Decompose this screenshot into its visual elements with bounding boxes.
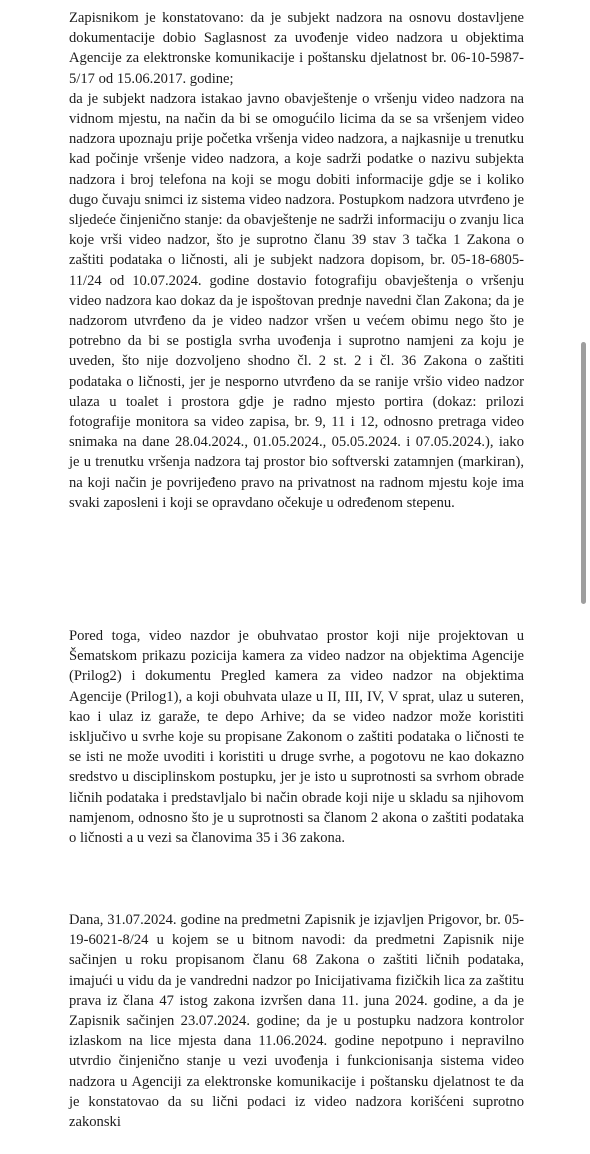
paragraph-video-coverage: Pored toga, video nazdor je obuhvatao prostor koji nije projektovan u Šematskom prikazu pozicija kamera za video nadzor na objektima Agencije (Prilog2) i dokumentu Pregled kamera za video nadzor na objektima Agencije (Prilog1), a koji obuhvata ulaze u II, III, IV, V sprat, ulaz u suteren, kao i ulaz iz garaže, te depo Arhive; da se video nadzor može koristiti isključivo u svrhe koje su propisane Zakonom o zaštiti podataka o ličnosti te se isti ne može uvoditi i koristiti u druge svrhe, a pogotovu ne kao dokazno sredstvo u disciplinskom postupku, jer je isto u suprotnosti sa svrhom obrade ličnih podataka i predstavljalo bi način obrade koji nije u skladu sa njihovom namjenom, odnosno što je u suprotnosti sa članom 2 akona o zaštiti podataka o ličnosti a u vezi sa članovima 35 i 36 zakona. [69, 628, 524, 847]
paragraph-objection: Dana, 31.07.2024. godine na predmetni Zapisnik je izjavljen Prigovor, br. 05-19-6021-8/24 u kojem se u bitnom navodi: da predmetni Zapisnik nije sačinjen u roku propisanom članu 68 Zakona o zaštiti ličnih podataka, imajući u vidu da je vandredni nadzor po Inicijativama fizičkih lica za zaštitu prava iz člana 47 istog zakona izvršen dana 11. juna 2024. godine, a da je Zapisnik sačinjen 23.07.2024. godine; da je u postupku nadzora kontrolor izlaskom na lice mjesta dana 11.06.2024. godine nepotpuno i nepravilno utvrdio činjenično stanje u vezi uvođenja i funkcionisanja sistema video nadzora u Agenciji za elektronske komunikacije i poštansku djelatnost te da je konstatovao da su lični podaci iz video nadzora korišćeni suprotno zakonski [69, 912, 524, 1131]
paragraph-inspection-findings: Zapisnikom je konstatovano: da je subjekt nadzora na osnovu dostavljene dokumentacije dobio Saglasnost za uvođenje video nadzora u objektima Agencije za elektronske komunikacije i poštansku djelatnost br. 06-10-5987-5/17 od 15.06.2017. godine; da je subjekt nadzora istakao javno obavještenje o vršenju video nadzora na vidnom mjestu, na način da bi se omogućilo licima da se sa vršenjem video nadzora upoznaju prije početka vršenja video nadzora, a najkasnije u trenutku kad počinje vršenje video nadzora, a koje sadrži podatke o nazivu subjekta nadzora i broj telefona na koji se mogu dobiti informacije gdje se i koliko dugo čuvaju snimci iz sistema video nadzora. Postupkom nadzora utvrđeno je sljedeće činjenično stanje: da obavještenje ne sadrži informaciju o zvanju lica koje vrši video nadzor, što je suprotno članu 39 stav 3 tačka 1 Zakona o zaštiti podataka o ličnosti, ali je subjekt nadzora dopisom, br. 05-18-6805-11/24 od 10.07.2024. godine dostavio fotografiju obavještenja o vršenju video nadzora kao dokaz da je ispoštovan prednje navedni član Zakona; da je nadzorom utvrđeno da je video nadzor vršen u većem obimu nego što je potrebno da bi se postigla svrha uvođenja i suprotno namjeni za koju je uveden, što nije dozvoljeno shodno čl. 2 st. 2 i čl. 36 Zakona o zaštiti podataka o ličnosti, jer je nesporno utvrđeno da se ranije vršio video nadzor ulaza u toalet i prostora gdje je radno mjesto portira (dokaz: prilozi fotografije monitora sa video zapisa, br. 9, 11 i 12, odnosno pretraga video snimaka na dane 28.04.2024., 01.05.2024., 05.05.2024. i 07.05.2024.), iako je u trenutku vršenja nadzora taj prostor bio softverski zatamnjen (markiran), na koji način je povrijeđeno pravo na privatnost na radnom mjestu koje ima svaki zaposleni i koji se opravdano očekuje u određenom stepenu. [69, 10, 524, 511]
vertical-scrollbar[interactable] [581, 342, 586, 604]
